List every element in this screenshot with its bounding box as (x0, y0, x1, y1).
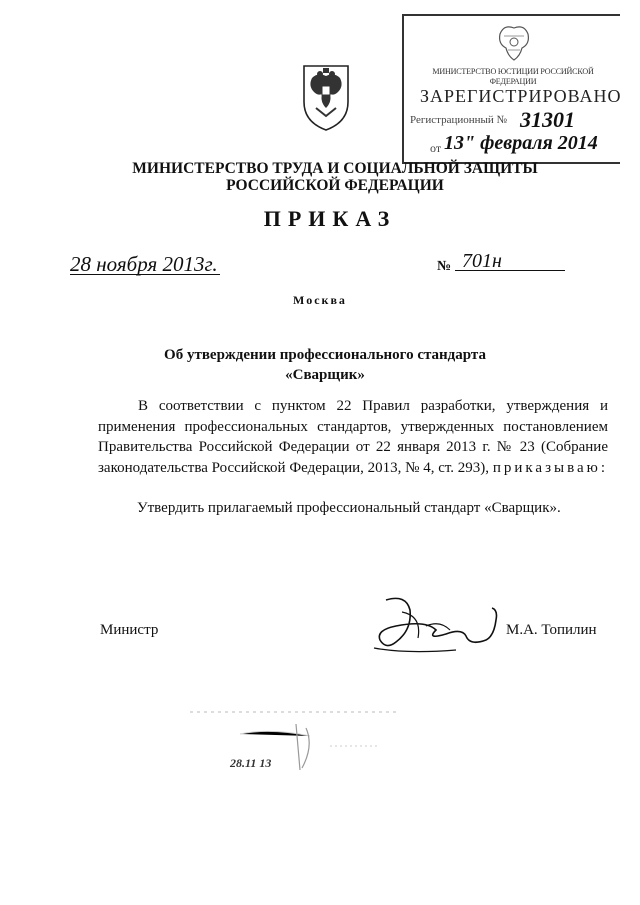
stamp-emblem-icon (490, 22, 538, 64)
preamble-text: В соответствии с пунктом 22 Правил разработки, утверждения и применения профессиональных стандартов, утвержденных постановлением Правительства Российской Федерации от 22 января 2013 г. № 23 (Собрание законодательства Российской Федерации, 2013, № 4, ст. 293), (98, 398, 608, 476)
faint-handwritten-date: 28.11 13 (230, 756, 272, 770)
city: Москва (293, 293, 347, 307)
stamp-date: 13" февраля 2014 (444, 132, 598, 154)
stamp-date-label: от (430, 141, 442, 155)
faint-bleedthrough-marks (180, 700, 410, 790)
ministry-line-2: РОССИЙСКОЙ ФЕДЕРАЦИИ (226, 177, 444, 194)
order-subject (120, 345, 530, 385)
ministry-line-1: МИНИСТЕРСТВО ТРУДА И СОЦИАЛЬНОЙ ЗАЩИТЫ (132, 160, 538, 177)
document-type: ПРИКАЗ (263, 206, 397, 231)
signer-title: Министр (100, 622, 159, 638)
stamp-registered-text: ЗАРЕГИСТРИРОВАНО (420, 86, 622, 106)
number-underline (455, 270, 565, 271)
preamble-paragraph (98, 396, 608, 478)
signer-name: М.А. Топилин (506, 622, 597, 638)
order-date: 28 ноября 2013г. (70, 252, 218, 276)
subject-line-2: «Сварщик» (285, 367, 365, 383)
date-underline (70, 274, 220, 275)
order-word: приказываю: (492, 459, 609, 476)
order-number: 701н (462, 250, 502, 272)
ministry-name (100, 160, 570, 194)
stamp-ministry-text: МИНИСТЕРСТВО ЮСТИЦИИ РОССИЙСКОЙ ФЕДЕРАЦИИ (432, 66, 594, 86)
stamp-regno: 31301 (520, 107, 575, 132)
coat-of-arms-emblem (296, 56, 356, 132)
stamp-regno-label: Регистрационный № (410, 114, 508, 126)
number-sign: № (437, 259, 452, 274)
handwritten-signature (366, 590, 506, 660)
decision-text: Утвердить прилагаемый профессиональный стандарт «Сварщик». (137, 500, 561, 516)
subject-line-1: Об утверждении профессионального стандарта (164, 347, 486, 363)
